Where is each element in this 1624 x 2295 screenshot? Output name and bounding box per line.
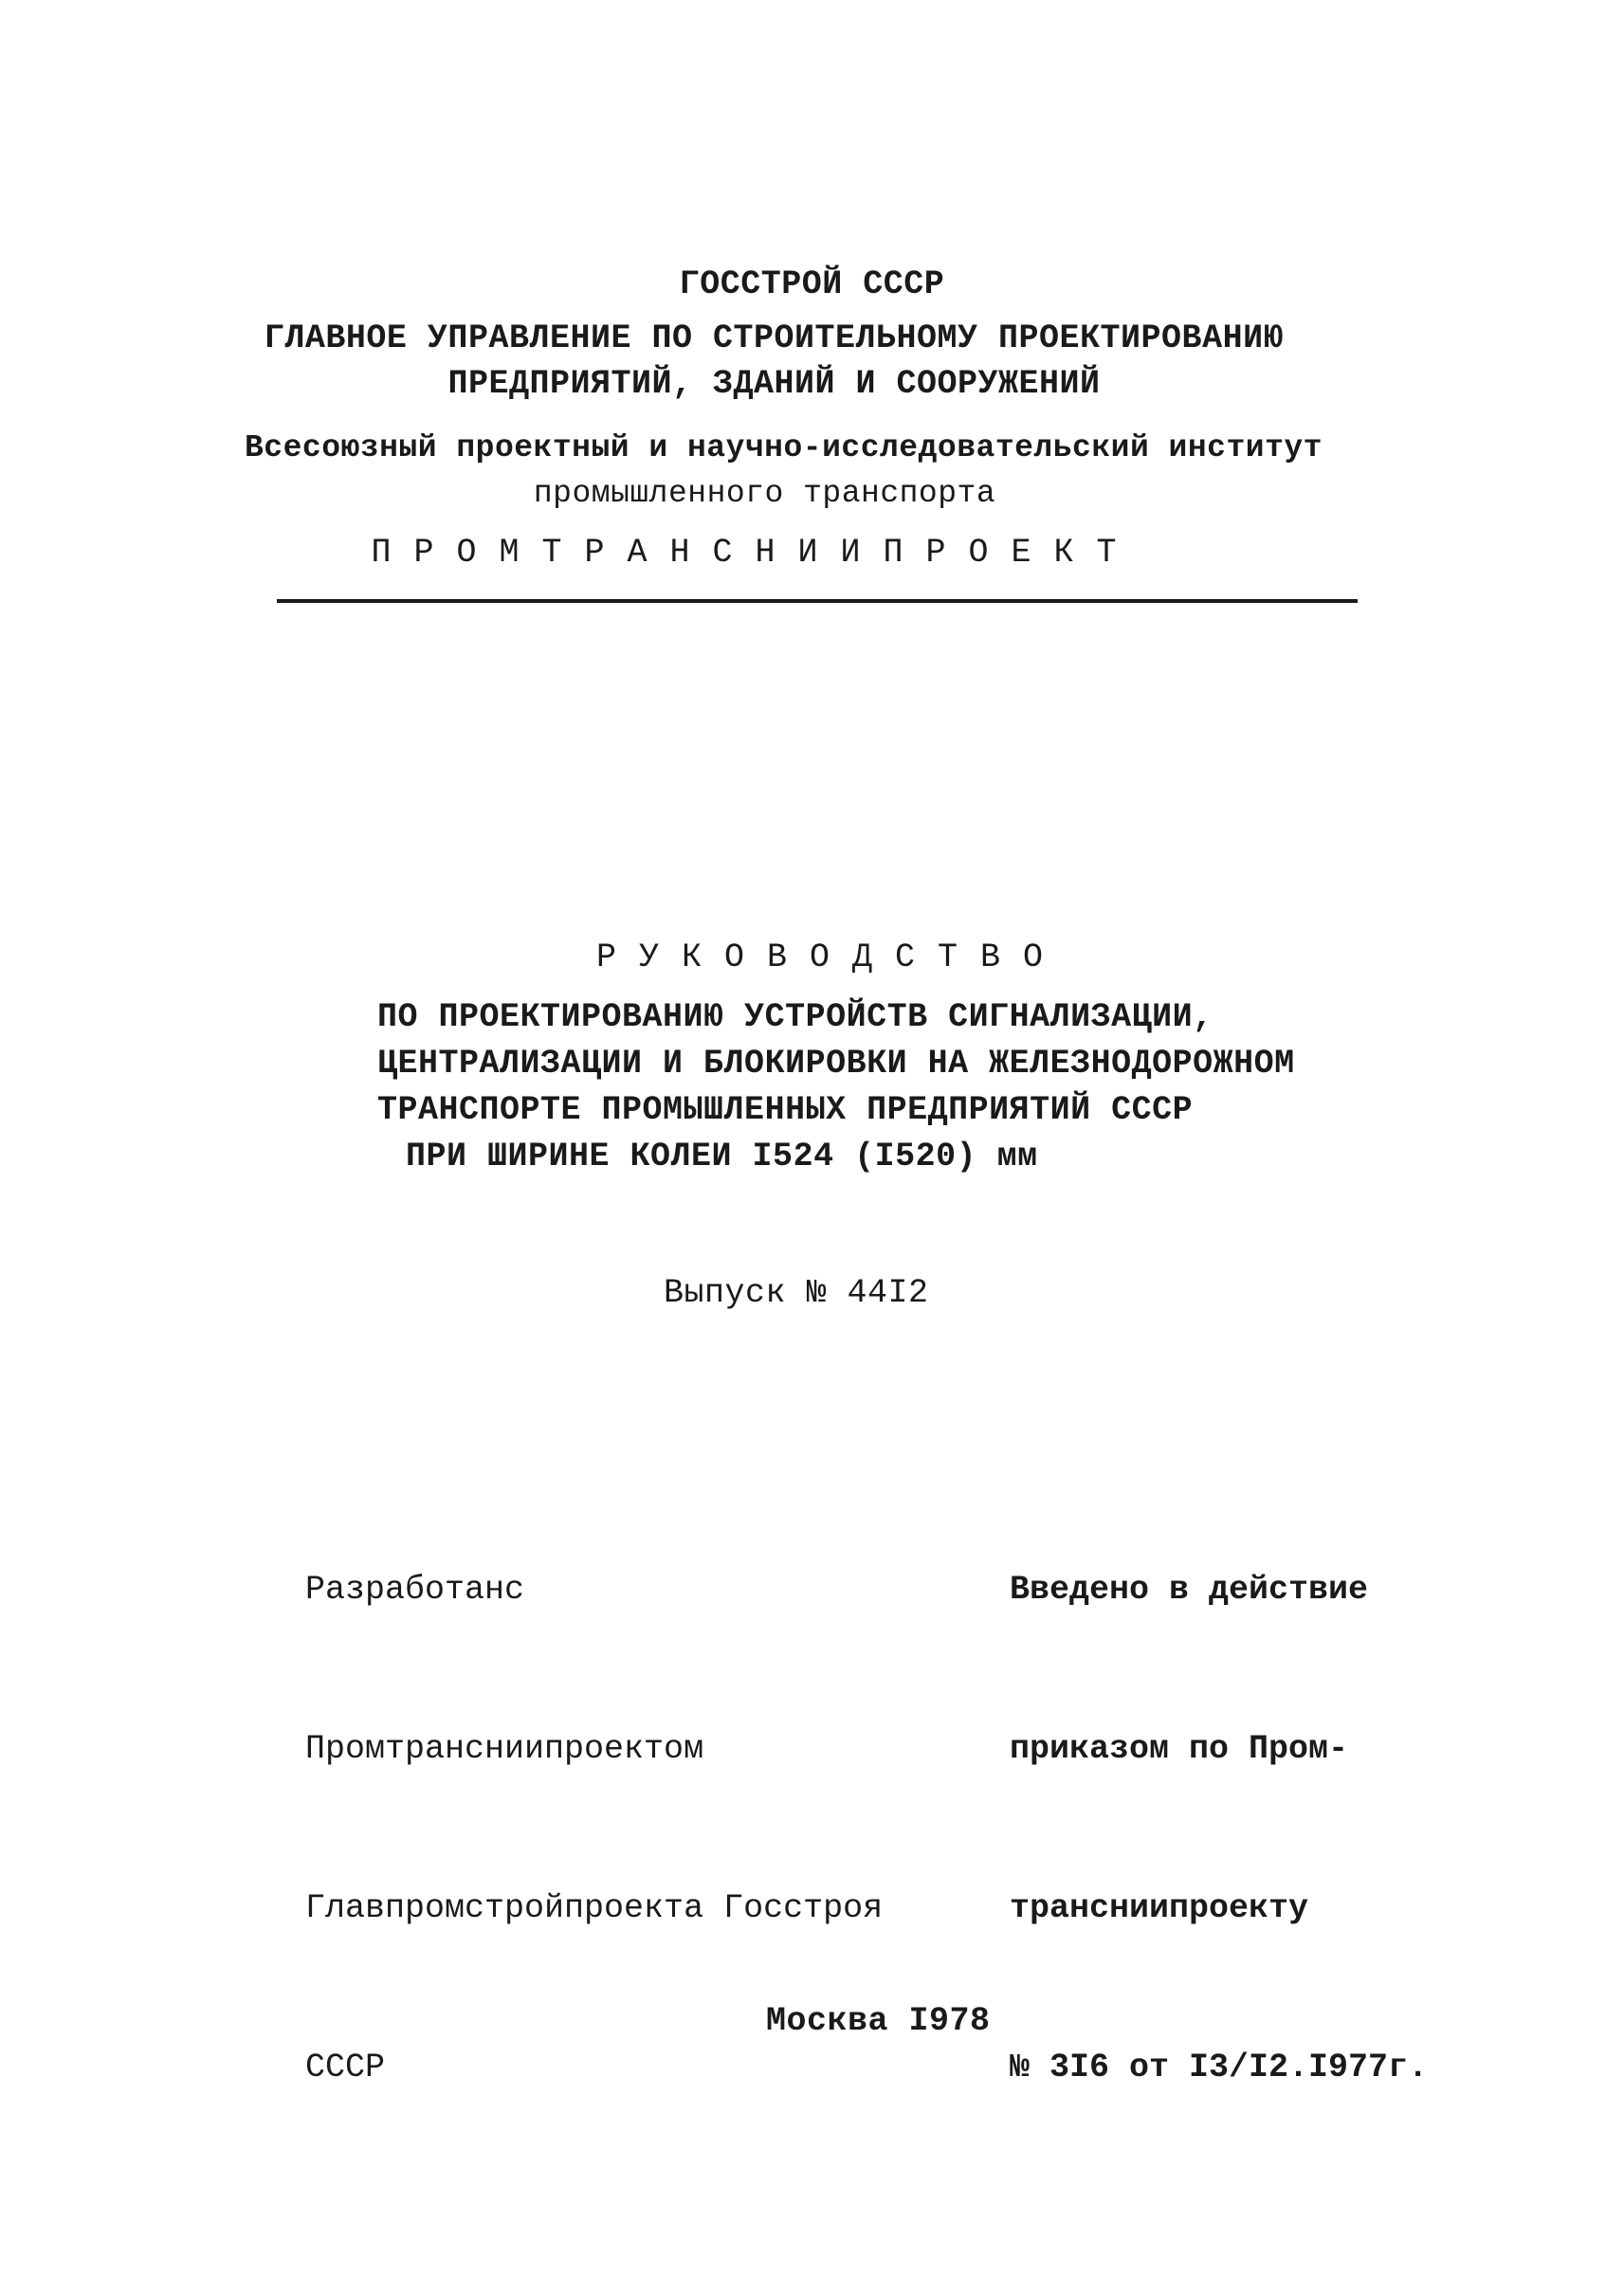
enactment-line-3: трансниипроекту — [1010, 1889, 1309, 1927]
title-line-4: ПРИ ШИРИНЕ КОЛЕИ I524 (I520) мм — [406, 1138, 1038, 1175]
header-institute-full-cont: промышленного транспорта — [533, 476, 996, 511]
header-directorate: ГЛАВНОЕ УПРАВЛЕНИЕ ПО СТРОИТЕЛЬНОМУ ПРОЕКТИРОВАНИЮ — [264, 319, 1285, 357]
header-directorate-cont: ПРЕДПРИЯТИЙ, ЗДАНИЙ И СООРУЖЕНИЙ — [447, 365, 1101, 403]
header-ministry: ГОССТРОЙ СССР — [679, 265, 945, 303]
header-divider — [277, 599, 1358, 603]
document-type-heading: РУКОВОДСТВО — [595, 938, 1067, 976]
title-line-3: ТРАНСПОРТЕ ПРОМЫШЛЕННЫХ ПРЕДПРИЯТИЙ СССР — [377, 1091, 1194, 1129]
enactment-block — [1010, 1457, 1428, 2200]
developer-line-2: Промтрансниипроектом — [305, 1730, 704, 1768]
place-year: Москва I978 — [766, 2002, 991, 2040]
developer-block — [305, 1457, 883, 2200]
title-line-1: ПО ПРОЕКТИРОВАНИЮ УСТРОЙСТВ СИГНАЛИЗАЦИИ, — [377, 998, 1213, 1036]
developer-line-1: Разработанс — [305, 1571, 525, 1609]
enactment-line-2: приказом по Пром- — [1010, 1730, 1349, 1768]
enactment-line-4: № 3I6 от I3/I2.I977г. — [1010, 2049, 1429, 2086]
header-institute-full: Всесоюзный проектный и научно-исследовательский институт — [245, 430, 1323, 465]
developer-line-3: Главпромстройпроекта Госстроя — [305, 1889, 884, 1927]
header-institute-name: ПРОМТРАНСНИИПРОЕКТ — [371, 534, 1140, 572]
enactment-line-1: Введено в действие — [1010, 1571, 1369, 1609]
developer-line-4: СССР — [305, 2049, 386, 2086]
title-line-2: ЦЕНТРАЛИЗАЦИИ И БЛОКИРОВКИ НА ЖЕЛЕЗНОДОРОЖНОМ — [377, 1045, 1295, 1083]
issue-number: Выпуск № 44I2 — [664, 1274, 929, 1312]
